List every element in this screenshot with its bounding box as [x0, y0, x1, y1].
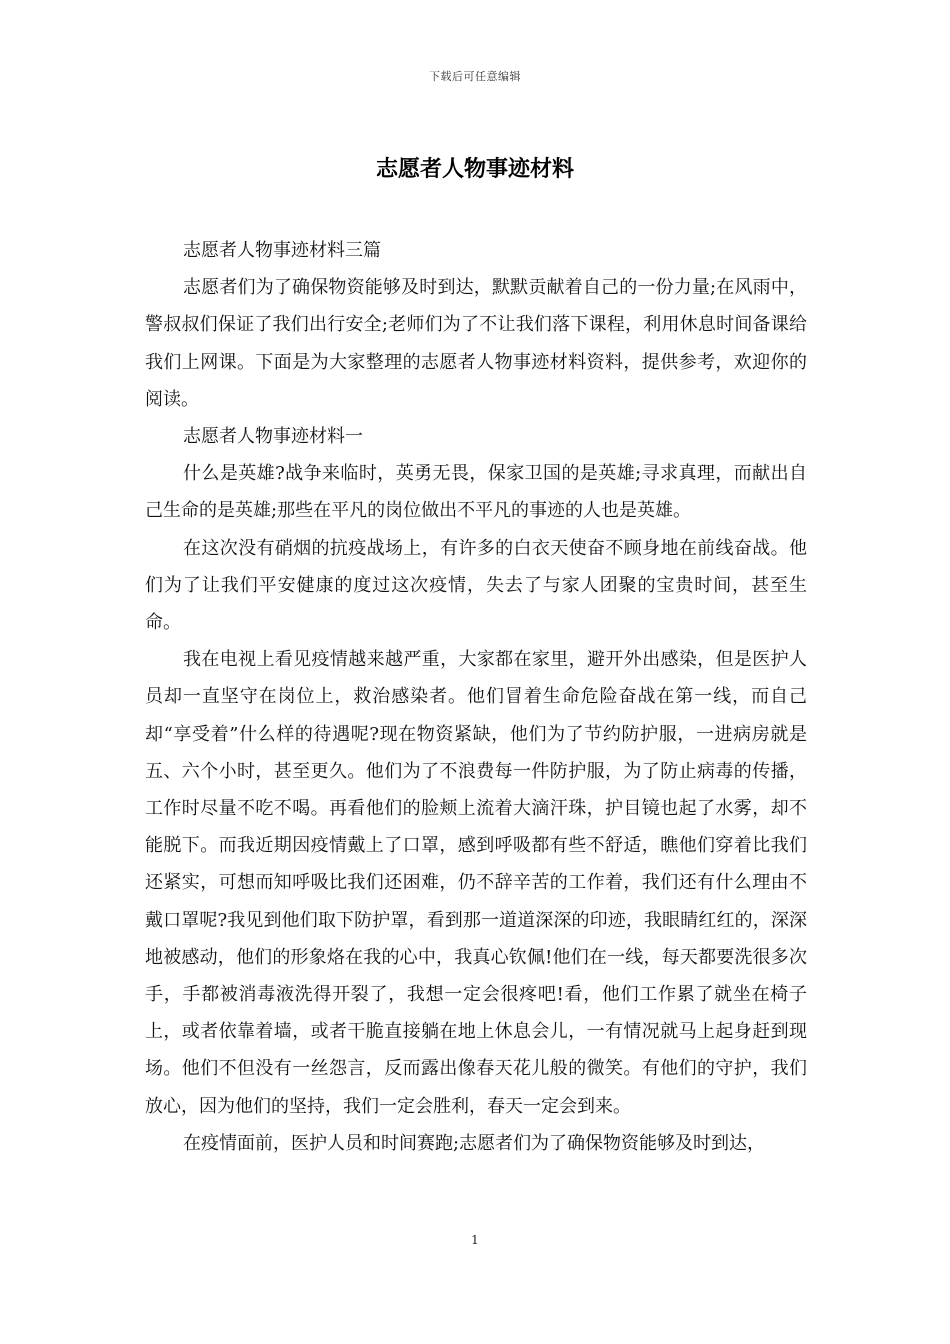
paragraph-continuation: 在疫情面前，医护人员和时间赛跑;志愿者们为了确保物资能够及时到达，: [183, 1132, 766, 1154]
paragraph-hero-definition: 什么是英雄?战争来临时，英勇无畏，保家卫国的是英雄;寻求真理，而献出自己生命的是英雄;那些在平凡的岗位做出不平凡的事迹的人也是英雄。: [145, 463, 807, 522]
header-note: 下载后可任意编辑: [429, 70, 521, 83]
paragraph-frontline: 在这次没有硝烟的抗疫战场上，有许多的白衣天使奋不顾身地在前线奋战。他们为了让我们平安健康的度过这次疫情，失去了与家人团聚的宝贵时间，甚至生命。: [145, 537, 807, 634]
document-body: [145, 232, 807, 1162]
paragraph-intro: 志愿者们为了确保物资能够及时到达，默默贡献着自己的一份力量;在风雨中，警叔叔们保证了我们出行安全;老师们为了不让我们落下课程，利用休息时间备课给我们上网课。下面是为大家整理的志愿者人物事迹材料资料，提供参考，欢迎你的阅读。: [145, 277, 807, 410]
paragraph-subtitle: 志愿者人物事迹材料三篇: [183, 240, 381, 261]
paragraph-section-heading: 志愿者人物事迹材料一: [183, 426, 363, 448]
paragraph-medical-staff: 我在电视上看见疫情越来越严重，大家都在家里，避开外出感染，但是医护人员却一直坚守在岗位上，救治感染者。他们冒着生命危险奋战在第一线，而自己却“享受着”什么样的待遇呢?现在物资紧缺，他们为了节约防护服，一进病房就是五、六个小时，甚至更久。他们为了不浪费每一件防护服，为了防止病毒的传播，工作时尽量不吃不喝。再看他们的脸颊上流着大滴汗珠，护目镜也起了水雾，却不能脱下。而我近期因疫情戴上了口罩，感到呼吸都有些不舒适，瞧他们穿着比我们还紧实，可想而知呼吸比我们还困难，仍不辞辛苦的工作着，我们还有什么理由不戴口罩呢?我见到他们取下防护罩，看到那一道道深深的印迹，我眼睛红红的，深深地被感动，他们的形象烙在我的心中，我真心钦佩!他们在一线，每天都要洗很多次手，手都被消毒液洗得开裂了，我想一定会很疼吧!看，他们工作累了就坐在椅子上，或者依靠着墙，或者干脆直接躺在地上休息会儿，一有情况就马上起身赶到现场。他们不但没有一丝怨言，反而露出像春天花儿般的微笑。有他们的守护，我们放心，因为他们的坚持，我们一定会胜利，春天一定会到来。: [145, 649, 807, 1117]
document-title: 志愿者人物事迹材料: [375, 156, 574, 182]
page-number: 1: [471, 1233, 479, 1247]
